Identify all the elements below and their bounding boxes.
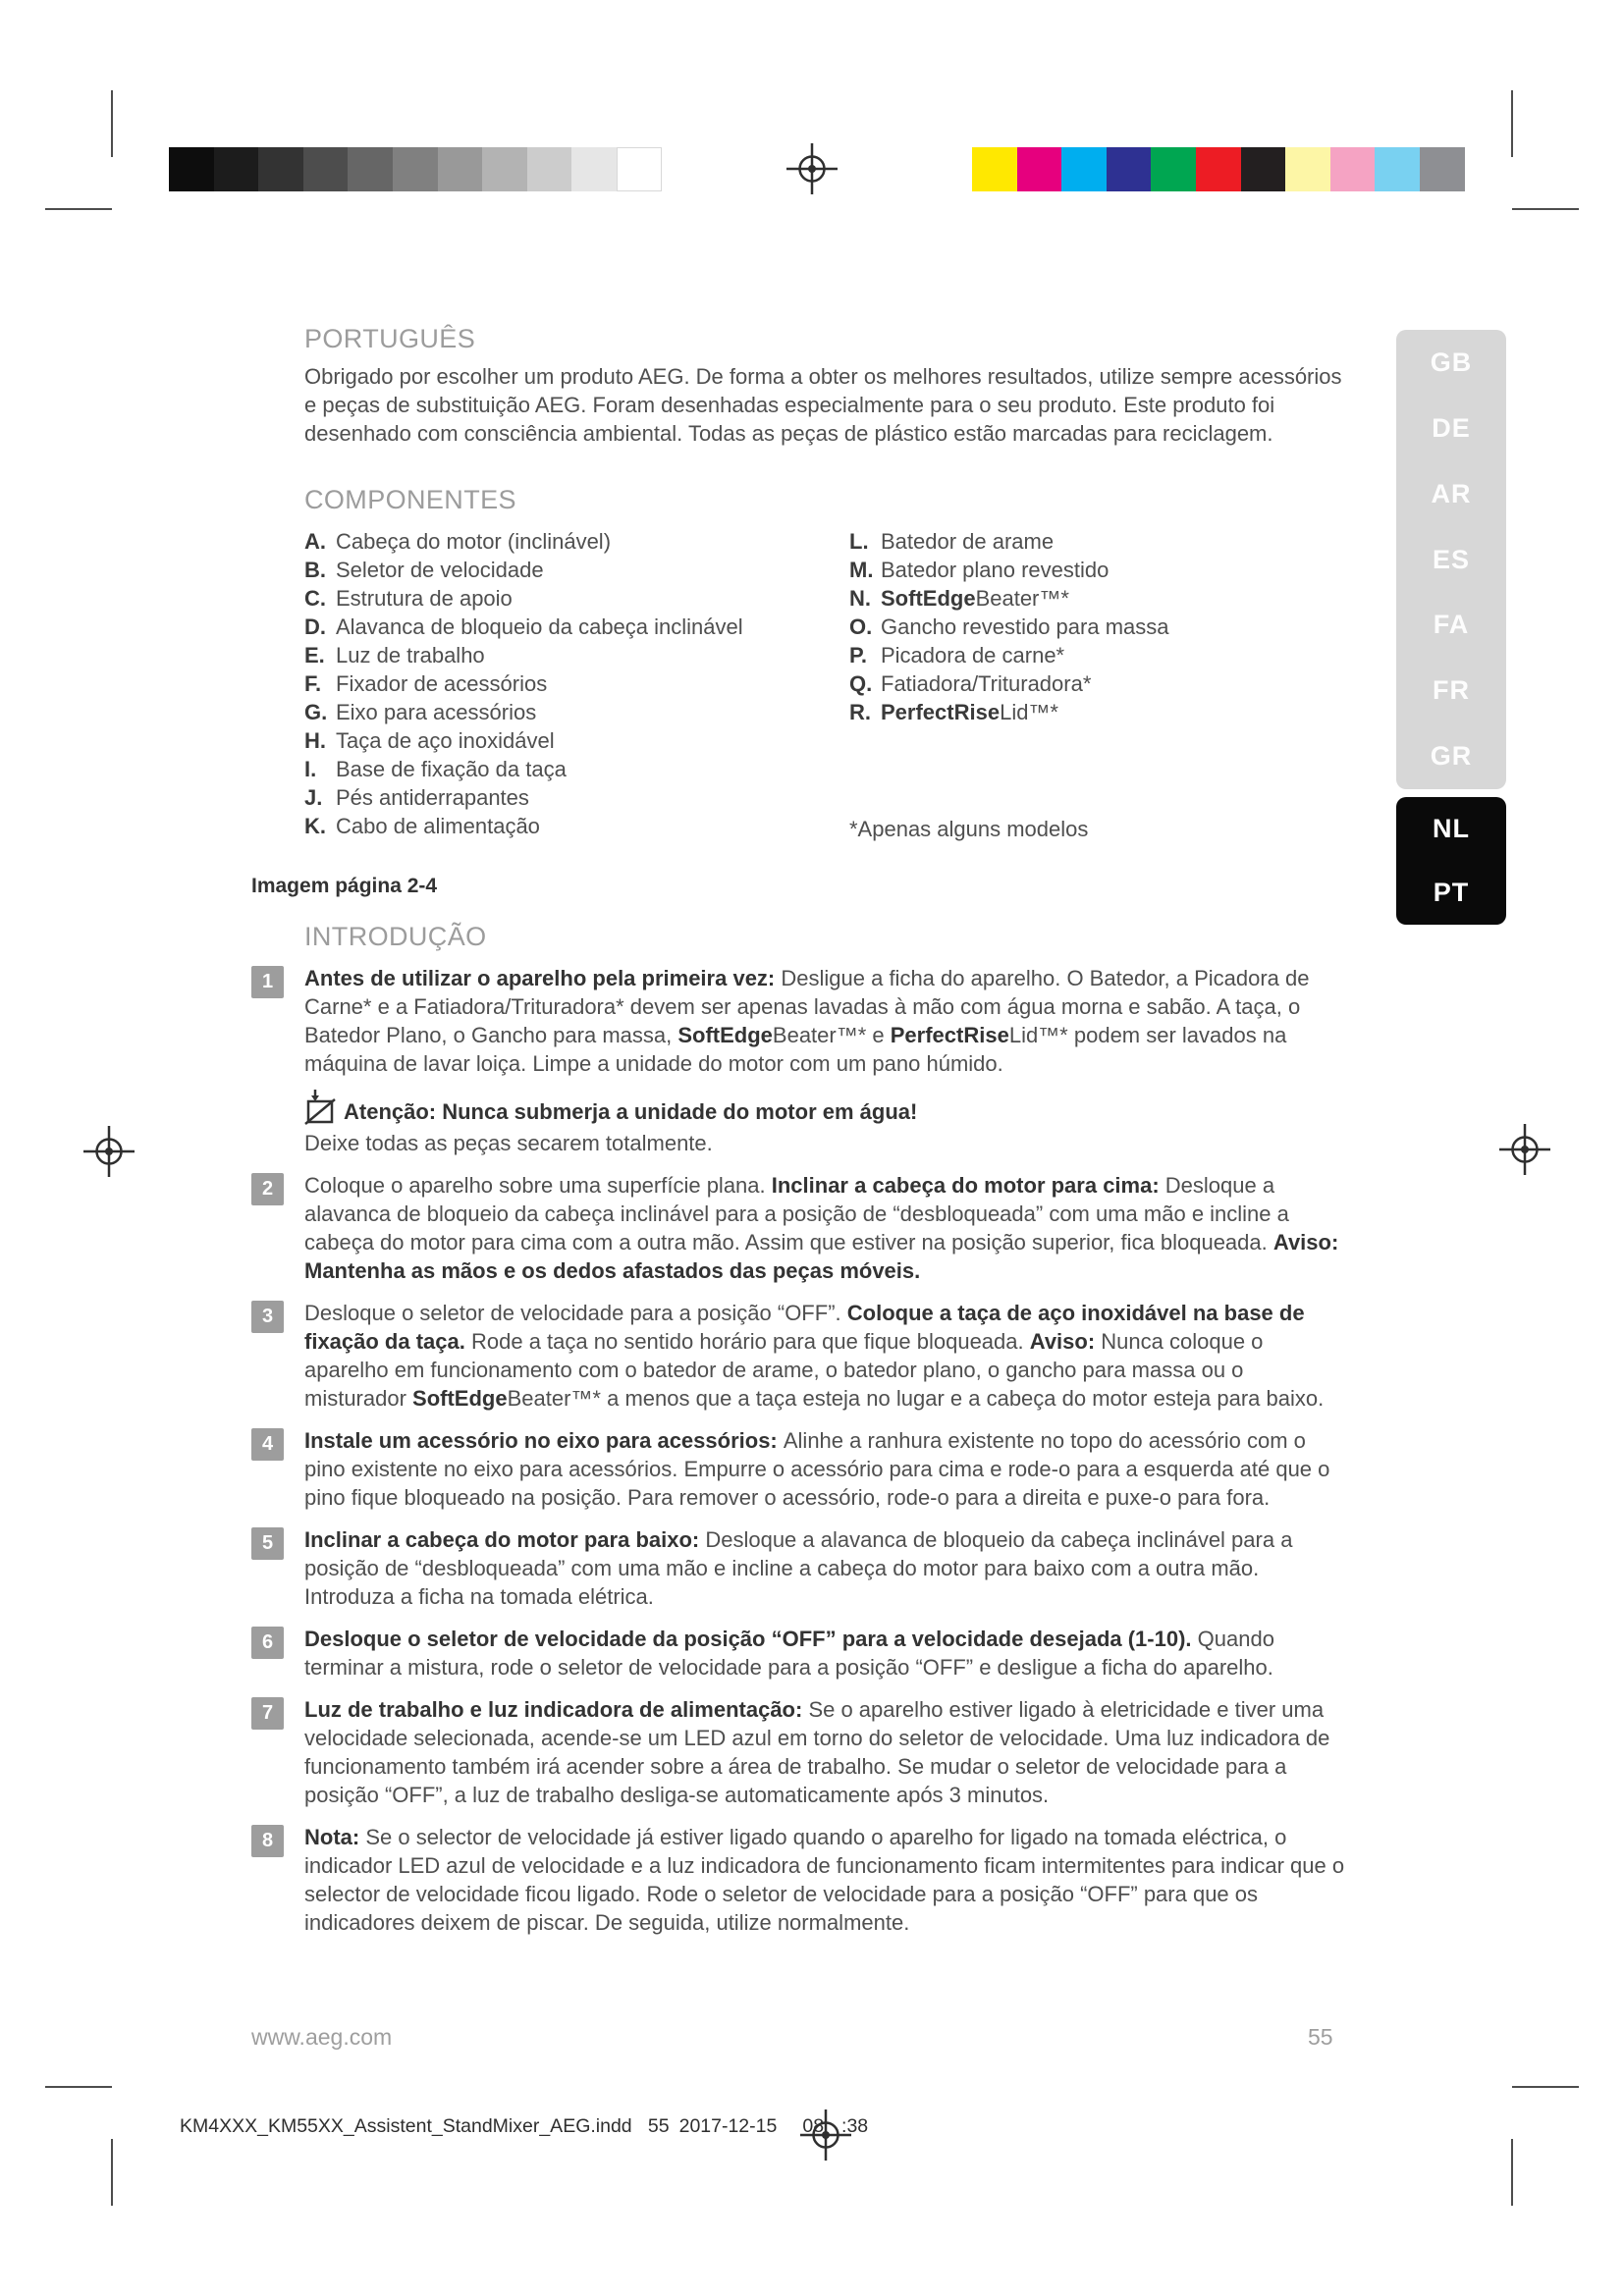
- step-plain-text: Lid™* podem ser lavados na máquina de lavar loiça. Limpe a unidade do motor com um pano húmido.: [304, 1023, 1287, 1076]
- step-bold-text: PerfectRise: [890, 1023, 1009, 1047]
- step-text: [304, 1695, 1347, 1809]
- tab-gr: GR: [1430, 741, 1473, 772]
- component-key: M.: [849, 558, 874, 582]
- step-plain-text: Desligue a ficha do aparelho. O Batedor, a Picadora de Carne* e a Fatiadora/Trituradora* devem ser apenas lavadas à mão com água morna e sabão. A taça, o Batedor Plano, o Gancho para massa,: [304, 966, 1310, 1047]
- footer-page-number: 55: [1308, 2024, 1333, 2050]
- component-item: G. Eixo para acessórios: [304, 700, 537, 724]
- component-item: N. SoftEdgeBeater™*: [849, 586, 1069, 611]
- step-bold-text: SoftEdge: [412, 1386, 508, 1411]
- step-number: 4: [251, 1428, 284, 1461]
- component-key: J.: [304, 785, 323, 810]
- crop-mark: [45, 2086, 112, 2088]
- component-item: Q. Fatiadora/Trituradora*: [849, 671, 1092, 696]
- color-calibration-bar: [972, 147, 1465, 191]
- component-item: K. Cabo de alimentação: [304, 814, 540, 838]
- calibration-square: [482, 147, 527, 191]
- step-number: 8: [251, 1825, 284, 1857]
- component-key: E.: [304, 643, 325, 667]
- calibration-square: [1330, 147, 1376, 191]
- step-bold-text: Antes de utilizar o aparelho pela primeira vez:: [304, 966, 782, 990]
- tab-de: DE: [1432, 412, 1471, 443]
- calibration-square: [1151, 147, 1196, 191]
- step-plain-text: Coloque o aparelho sobre uma superfície plana.: [304, 1173, 772, 1198]
- component-item: C. Estrutura de apoio: [304, 586, 513, 611]
- warning-text: Deixe todas as peças secarem totalmente.: [304, 1131, 713, 1155]
- step-1: [251, 964, 1349, 1157]
- tab-gb: GB: [1430, 347, 1473, 377]
- imprint-time: 08: [802, 2115, 825, 2137]
- component-key: H.: [304, 728, 326, 753]
- step-plain-text: Alinhe a ranhura existente no topo do acessório com o pino existente no eixo para acessórios. Empurre o acessório para cima e rode-o para a esquerda até que o pino fique bloqueado na posição. Para remover o acessório, rode-o para a direita e puxe-o para fora.: [304, 1428, 1330, 1510]
- step-plain-text: Nunca coloque o aparelho em funcionamento com o batedor de arame, o batedor plano, o gancho para massa ou o misturador: [304, 1329, 1264, 1411]
- page-content: [251, 324, 1351, 1950]
- step-bold-text: Aviso: Mantenha as mãos e os dedos afastados das peças móveis.: [304, 1230, 1339, 1283]
- registration-mark-icon: [1496, 1121, 1553, 1178]
- language-title: PORTUGUÊS: [304, 324, 476, 353]
- image-reference: Imagem página 2-4: [251, 875, 438, 897]
- warning-title: Atenção: Nunca submerja a unidade do motor em água!: [344, 1099, 918, 1124]
- step-5: [251, 1525, 1349, 1611]
- calibration-square: [1420, 147, 1465, 191]
- step-plain-text: Se o aparelho estiver ligado à eletricidade e tiver uma velocidade selecionada, acende-se um LED azul em torno do seletor de velocidade. Uma luz indicadora de funcionamento também irá acender sobre a área de trabalho. Se mudar o seletor de velocidade para a posição “OFF”, a luz de trabalho desliga-se automaticamente após 3 minutos.: [304, 1697, 1330, 1807]
- calibration-square: [527, 147, 572, 191]
- calibration-square: [1241, 147, 1286, 191]
- step-plain-text: Desloque a alavanca de bloqueio da cabeça inclinável para a posição de “desbloqueada” com uma mão e incline a cabeça do motor para baixo com a outra mão. Introduza a ficha na tomada elétrica.: [304, 1527, 1293, 1609]
- calibration-square: [214, 147, 259, 191]
- calibration-square: [258, 147, 303, 191]
- warning-head: [304, 1090, 1347, 1125]
- component-item: L. Batedor de arame: [849, 529, 1055, 554]
- language-tabs-active: [1396, 797, 1506, 925]
- tab-fa: FA: [1433, 610, 1470, 640]
- component-key: F.: [304, 671, 322, 696]
- calibration-square: [1196, 147, 1241, 191]
- tab-pt: PT: [1433, 878, 1470, 907]
- components-right-items: [849, 527, 1340, 726]
- step-text: [304, 1426, 1347, 1512]
- step-bold-text: Coloque a taça de aço inoxidável na base de fixação da taça.: [304, 1301, 1305, 1354]
- step-plain-text: Quando terminar a mistura, rode o seletor de velocidade para a posição “OFF” e desligue a ficha do aparelho.: [304, 1627, 1274, 1680]
- component-key: I.: [304, 757, 317, 781]
- component-item: P. Picadora de carne*: [849, 643, 1065, 667]
- step-6: [251, 1625, 1349, 1682]
- crop-mark: [1511, 2139, 1513, 2206]
- step-plain-text: Beater™* e: [772, 1023, 891, 1047]
- crop-mark: [111, 2139, 113, 2206]
- step-number: 2: [251, 1173, 284, 1205]
- tab-fr: FR: [1433, 675, 1470, 706]
- step-plain-text: Se o selector de velocidade já estiver ligado quando o aparelho for ligado na tomada eléctrica, o indicador LED azul de velocidade e a luz indicadora de funcionamento ficam intermitentes para indicar que o selector de velocidade ficou ligado. Rode o seletor de velocidade para a posição “OFF” para que os indicadores deixem de piscar. De seguida, utilize normalmente.: [304, 1825, 1345, 1935]
- component-item: A. Cabeça do motor (inclinável): [304, 529, 612, 554]
- step-text: [304, 964, 1347, 1157]
- component-item: I. Base de fixação da taça: [304, 757, 567, 781]
- component-item: O. Gancho revestido para massa: [849, 614, 1169, 639]
- component-item: D. Alavanca de bloqueio da cabeça inclinável: [304, 614, 743, 639]
- step-8: [251, 1823, 1349, 1937]
- component-key: Q.: [849, 671, 873, 696]
- step-text: [304, 1299, 1347, 1413]
- imprint-line: [180, 2115, 868, 2138]
- component-key: L.: [849, 529, 869, 554]
- step-plain-text: Rode a taça no sentido horário para que fique bloqueada.: [470, 1329, 1030, 1354]
- calibration-square: [303, 147, 349, 191]
- steps-list: [251, 964, 1351, 1937]
- crop-mark: [45, 208, 112, 210]
- footer-url: www.aeg.com: [251, 2024, 393, 2050]
- step-text: [304, 1525, 1347, 1611]
- calibration-square: [393, 147, 438, 191]
- component-key: R.: [849, 700, 871, 724]
- calibration-square: [571, 147, 617, 191]
- calibration-square: [169, 147, 214, 191]
- grayscale-calibration-bar: [169, 147, 662, 191]
- step-text: [304, 1171, 1347, 1285]
- component-item: B. Seletor de velocidade: [304, 558, 544, 582]
- step-4: [251, 1426, 1349, 1512]
- component-key: D.: [304, 614, 326, 639]
- tab-ar: AR: [1431, 478, 1472, 508]
- component-item: E. Luz de trabalho: [304, 643, 485, 667]
- crop-mark: [1511, 90, 1513, 157]
- step-text: [304, 1625, 1347, 1682]
- intro-paragraph: Obrigado por escolher um produto AEG. De forma a obter os melhores resultados, utilize sempre acessórios e peças de substituição AEG. Foram desenhadas especialmente para o seu produto. Este produto foi desenhado com consciência ambiental. Todas as peças de plástico estão marcadas para reciclagem.: [304, 364, 1342, 446]
- step-number: 5: [251, 1527, 284, 1560]
- components-note: *Apenas alguns modelos: [849, 817, 1089, 841]
- calibration-square: [438, 147, 483, 191]
- step-plain-text: Desloque o seletor de velocidade para a posição “OFF”.: [304, 1301, 847, 1325]
- calibration-square: [1375, 147, 1420, 191]
- step-bold-text: Inclinar a cabeça do motor para baixo:: [304, 1527, 706, 1552]
- calibration-square: [972, 147, 1017, 191]
- step-2: [251, 1171, 1349, 1285]
- component-item: H. Taça de aço inoxidável: [304, 728, 555, 753]
- step-bold-text: Instale um acessório no eixo para acessórios:: [304, 1428, 784, 1453]
- component-item: R. PerfectRiseLid™*: [849, 700, 1058, 724]
- component-key: P.: [849, 643, 867, 667]
- component-key: C.: [304, 586, 326, 611]
- step-3: [251, 1299, 1349, 1413]
- calibration-square: [617, 147, 662, 191]
- components-list: [304, 527, 1351, 841]
- component-item: J. Pés antiderrapantes: [304, 785, 529, 810]
- component-key: G.: [304, 700, 328, 724]
- crop-mark: [111, 90, 113, 157]
- components-right-column: [849, 527, 1340, 843]
- step-number: 3: [251, 1301, 284, 1333]
- calibration-square: [1017, 147, 1062, 191]
- component-brand: SoftEdge: [881, 586, 976, 611]
- step-plain-text: Beater™* a menos que a taça esteja no lugar e a cabeça do motor esteja para baixo.: [507, 1386, 1325, 1411]
- component-key: B.: [304, 558, 326, 582]
- tab-nl: NL: [1433, 814, 1470, 843]
- step-text: [304, 1823, 1347, 1937]
- step-plain-text: Desloque a alavanca de bloqueio da cabeça inclinável para a posição de “desbloqueada” com uma mão e incline a cabeça do motor para cima com a outra mão. Assim que estiver na posição superior, fica bloqueada.: [304, 1173, 1289, 1255]
- imprint-time-seconds: :38: [841, 2115, 869, 2137]
- step-number: 7: [251, 1697, 284, 1730]
- imprint-date: 2017-12-15: [678, 2115, 778, 2137]
- component-key: A.: [304, 529, 326, 554]
- step-bold-text: Nota:: [304, 1825, 366, 1849]
- step-bold-text: Inclinar a cabeça do motor para cima:: [771, 1173, 1165, 1198]
- registration-mark-icon: [784, 140, 840, 197]
- registration-mark-icon: [81, 1123, 137, 1180]
- step-bold-text: Desloque o seletor de velocidade da posição “OFF” para a velocidade desejada (1-10).: [304, 1627, 1198, 1651]
- step-7: [251, 1695, 1349, 1809]
- imprint-file: KM4XXX_KM55XX_Assistent_StandMixer_AEG.indd 55: [180, 2115, 670, 2137]
- introduction-heading: INTRODUÇÃO: [304, 922, 487, 951]
- calibration-square: [1061, 147, 1107, 191]
- language-tabs-inactive: [1396, 330, 1506, 789]
- warning-block: [304, 1090, 1347, 1157]
- tab-es: ES: [1432, 544, 1471, 574]
- component-key: O.: [849, 614, 873, 639]
- component-key: K.: [304, 814, 326, 838]
- step-number: 6: [251, 1627, 284, 1659]
- calibration-square: [1107, 147, 1152, 191]
- component-key: N.: [849, 586, 871, 611]
- calibration-square: [1285, 147, 1330, 191]
- component-item: M. Batedor plano revestido: [849, 558, 1110, 582]
- crop-mark: [1512, 2086, 1579, 2088]
- do-not-immerse-icon: [304, 1090, 336, 1125]
- crop-mark: [1512, 208, 1579, 210]
- step-bold-text: Luz de trabalho e luz indicadora de alimentação:: [304, 1697, 809, 1722]
- components-heading: COMPONENTES: [304, 485, 516, 514]
- step-bold-text: Aviso:: [1029, 1329, 1102, 1354]
- component-brand: PerfectRise: [881, 700, 1001, 724]
- component-item: F. Fixador de acessórios: [304, 671, 548, 696]
- step-number: 1: [251, 966, 284, 998]
- step-bold-text: SoftEdge: [677, 1023, 773, 1047]
- calibration-square: [348, 147, 393, 191]
